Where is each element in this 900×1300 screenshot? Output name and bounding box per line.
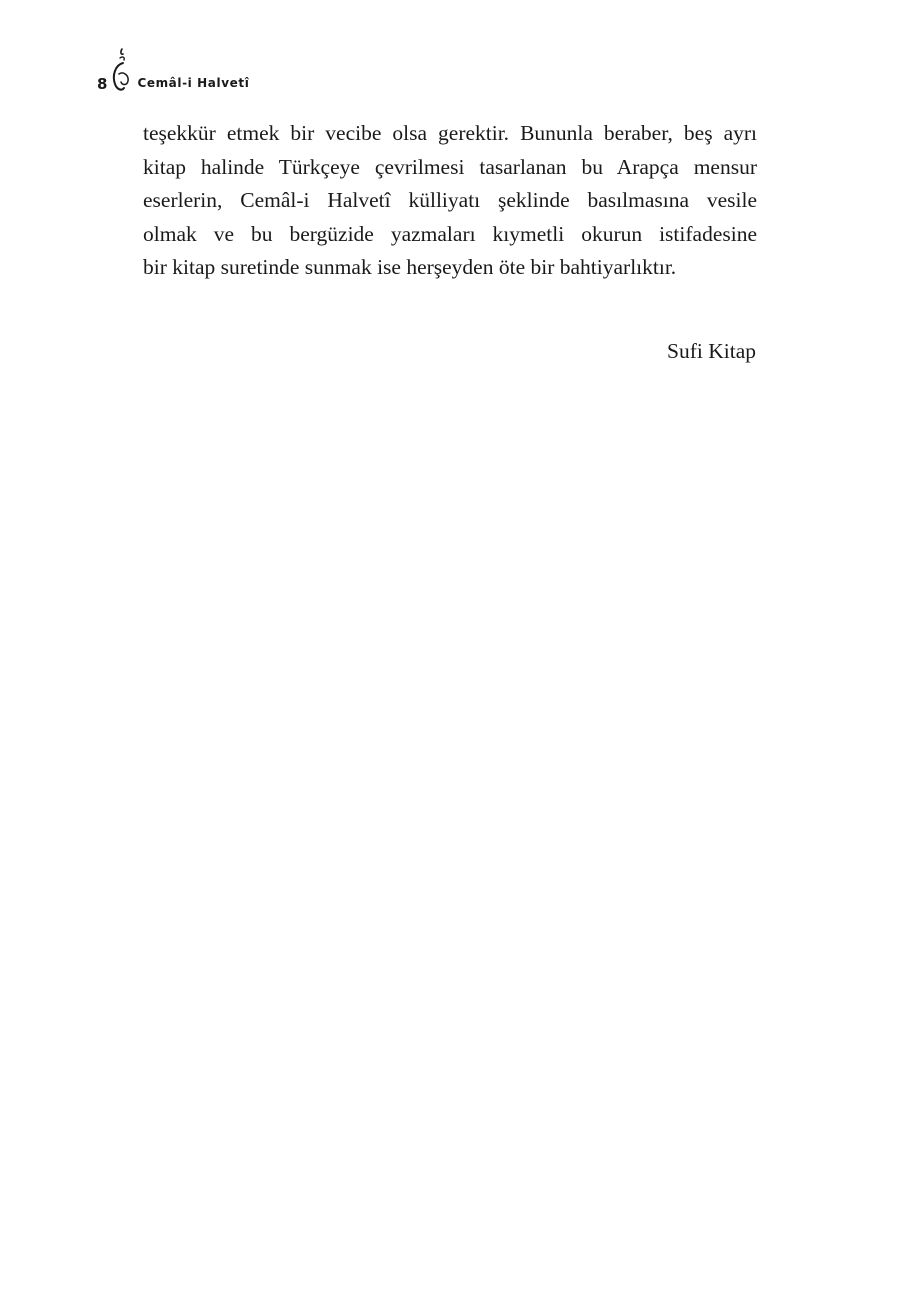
signature: Sufi Kitap xyxy=(667,339,756,363)
paragraph-line: teşekkür etmek bir vecibe olsa gerektir. Bununla beraber, beş ayrı xyxy=(143,121,757,145)
body-paragraph xyxy=(143,117,757,285)
paragraph-line: eserlerin, Cemâl-i Halvetî külliyatı şeklinde basılmasına vesile xyxy=(143,188,757,213)
calligraphic-flourish-icon xyxy=(109,46,133,98)
running-header-title: Cemâl-i Halvetî xyxy=(137,76,250,90)
paragraph-line: bir kitap suretinde sunmak ise herşeyden öte bir bahtiyarlıktır. xyxy=(143,255,677,280)
paragraph-line: olmak ve bu bergüzide yazmaları kıymetli okurun istifadesine xyxy=(143,221,757,246)
running-header xyxy=(97,46,249,98)
paragraph-line: kitap halinde Türkçeye çevrilmesi tasarlanan bu Arapça mensur xyxy=(143,154,757,179)
page-number: 8 xyxy=(97,75,108,93)
